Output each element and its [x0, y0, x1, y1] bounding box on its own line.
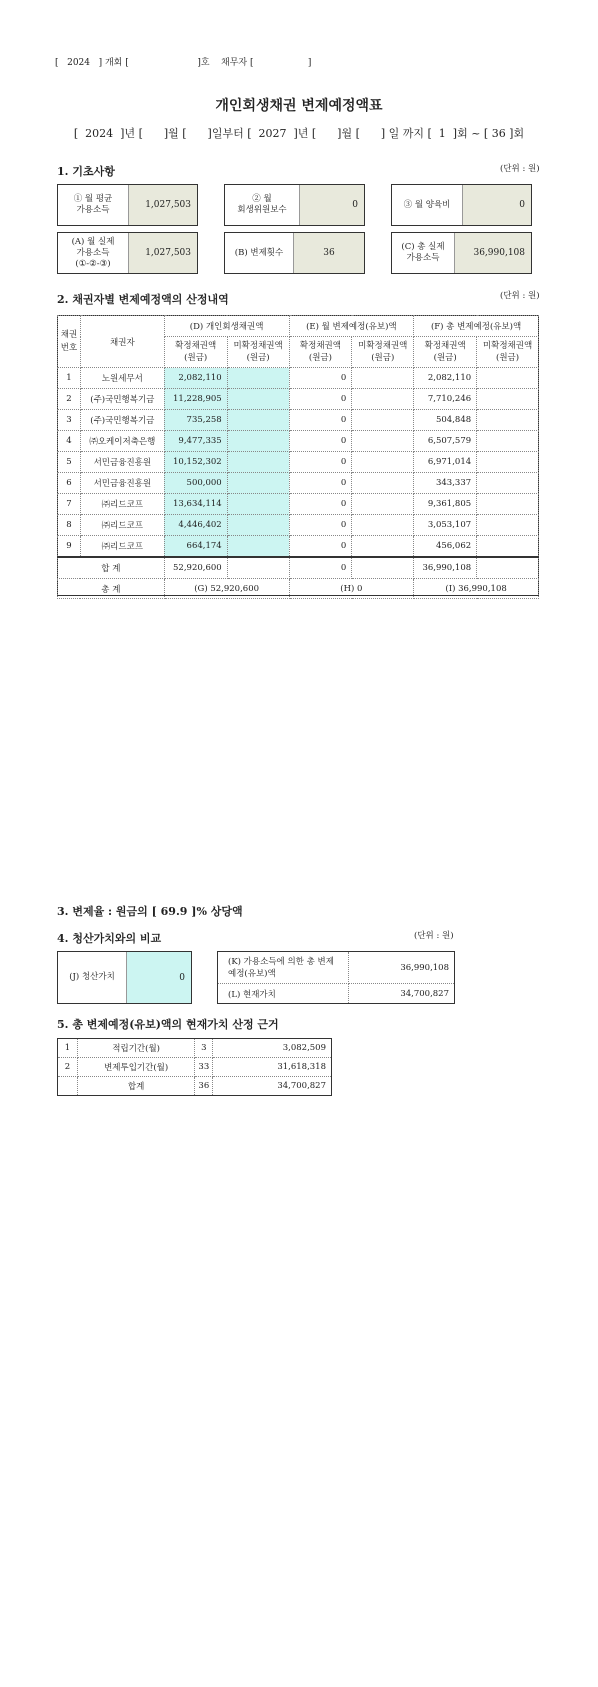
- row-e-unconfirmed: [352, 452, 414, 473]
- section1-heading: 1. 기초사항: [57, 165, 115, 178]
- repayment-count-value: 36: [293, 233, 364, 273]
- section2-heading: 2. 채권자별 변제예정액의 산정내역: [57, 293, 229, 306]
- row-d-confirmed: 11,228,905: [164, 389, 227, 410]
- row-d-confirmed: 4,446,402: [164, 515, 227, 536]
- row-creditor: ㈜리드코프: [80, 515, 164, 536]
- l-label: (L) 현재가치: [218, 984, 349, 1004]
- row-e-confirmed: 0: [289, 473, 352, 494]
- row-creditor: 서민금융진흥원: [80, 452, 164, 473]
- pv-row: [58, 1039, 332, 1058]
- case-header: [ 2024 ] 개회 [ ]호 채무자 [ ]: [55, 58, 312, 68]
- row-f-confirmed: 9,361,805: [414, 494, 477, 515]
- actual-income-value: 1,027,503: [128, 233, 197, 273]
- row-creditor: 서민금융진흥원: [80, 473, 164, 494]
- row-creditor: ㈜리드코프: [80, 494, 164, 515]
- liquidation-value-value: 0: [126, 952, 191, 1003]
- row-no: 6: [58, 473, 81, 494]
- row-f-unconfirmed: [477, 410, 539, 431]
- row-f-confirmed: 6,507,579: [414, 431, 477, 452]
- row-e-confirmed: 0: [289, 452, 352, 473]
- trustee-fee-label: ② 월 회생위원보수: [225, 185, 299, 225]
- header-e-unconfirmed: 미확정채권액 (원금): [352, 337, 414, 368]
- row-no: 1: [58, 368, 81, 389]
- child-support-box: [391, 184, 532, 226]
- row-creditor: ㈜오케이저축은행: [80, 431, 164, 452]
- table-row: [58, 410, 539, 431]
- liquidation-value-box: [57, 951, 192, 1004]
- repayment-count-label: (B) 변제횟수: [225, 233, 293, 273]
- total-g: (G) 52,920,600: [164, 579, 289, 599]
- header-f-confirmed: 확정채권액 (원금): [414, 337, 477, 368]
- row-d-unconfirmed: [227, 368, 289, 389]
- row-no: 4: [58, 431, 81, 452]
- trustee-fee-value: 0: [299, 185, 364, 225]
- row-e-unconfirmed: [352, 515, 414, 536]
- row-f-confirmed: 456,062: [414, 536, 477, 558]
- table-row: [58, 494, 539, 515]
- row-no: 7: [58, 494, 81, 515]
- k-value: 36,990,108: [349, 952, 455, 984]
- pv-row: [58, 1077, 332, 1096]
- row-d-confirmed: 2,082,110: [164, 368, 227, 389]
- table-row: [58, 536, 539, 558]
- row-e-unconfirmed: [352, 431, 414, 452]
- row-creditor: ㈜리드코프: [80, 536, 164, 558]
- header-e-confirmed: 확정채권액 (원금): [289, 337, 352, 368]
- section5-heading: 5. 총 변제예정(유보)액의 현재가치 산정 근거: [57, 1018, 279, 1031]
- total-h: (H) 0: [289, 579, 414, 599]
- monthly-avg-income-box: [57, 184, 198, 226]
- header-d: (D) 개인회생채권액: [164, 316, 289, 337]
- row-d-confirmed: 664,174: [164, 536, 227, 558]
- sum-e1: 0: [289, 557, 352, 579]
- comparison-table: [217, 951, 455, 1004]
- row-f-confirmed: 343,337: [414, 473, 477, 494]
- row-e-confirmed: 0: [289, 368, 352, 389]
- section4-unit: (단위 : 원): [414, 931, 454, 941]
- row-e-confirmed: 0: [289, 410, 352, 431]
- pv-no: 2: [58, 1058, 78, 1077]
- child-support-label: ③ 월 양육비: [392, 185, 462, 225]
- row-e-unconfirmed: [352, 536, 414, 558]
- row-no: 2: [58, 389, 81, 410]
- header-e: (E) 월 변제예정(유보)액: [289, 316, 414, 337]
- pv-months: 33: [195, 1058, 213, 1077]
- table-row: [58, 515, 539, 536]
- pv-months: 36: [195, 1077, 213, 1096]
- pv-row: [58, 1058, 332, 1077]
- pv-value: 31,618,318: [213, 1058, 332, 1077]
- pv-months: 3: [195, 1039, 213, 1058]
- row-e-unconfirmed: [352, 410, 414, 431]
- l-value: 34,700,827: [349, 984, 455, 1004]
- row-f-confirmed: 504,848: [414, 410, 477, 431]
- pv-value: 3,082,509: [213, 1039, 332, 1058]
- row-creditor: (주)국민행복기금: [80, 410, 164, 431]
- repayment-period: [ 2024 ]년 [ ]월 [ ]일부터 [ 2027 ]년 [ ]월 [ ] 일 까지 [ 1 ]회 ~ [ 36 ]회: [73, 127, 525, 140]
- row-e-confirmed: 0: [289, 389, 352, 410]
- document-title: 개인회생채권 변제예정액표: [215, 98, 383, 114]
- table-row: [58, 473, 539, 494]
- row-f-unconfirmed: [477, 431, 539, 452]
- total-i: (I) 36,990,108: [414, 579, 539, 599]
- row-d-unconfirmed: [227, 536, 289, 558]
- table-row: [58, 431, 539, 452]
- row-no: 5: [58, 452, 81, 473]
- row-d-unconfirmed: [227, 410, 289, 431]
- trustee-fee-box: [224, 184, 365, 226]
- row-e-unconfirmed: [352, 473, 414, 494]
- row-f-confirmed: 6,971,014: [414, 452, 477, 473]
- pv-no: [58, 1077, 78, 1096]
- pv-label: 적립기간(월): [77, 1039, 194, 1058]
- row-creditor: 노원세무서: [80, 368, 164, 389]
- row-d-unconfirmed: [227, 494, 289, 515]
- sum-d2: [227, 557, 289, 579]
- row-no: 3: [58, 410, 81, 431]
- present-value-table: [57, 1038, 332, 1096]
- row-creditor: (주)국민행복기금: [80, 389, 164, 410]
- row-e-unconfirmed: [352, 368, 414, 389]
- row-e-confirmed: 0: [289, 536, 352, 558]
- total-income-value: 36,990,108: [454, 233, 531, 273]
- row-d-unconfirmed: [227, 431, 289, 452]
- sum-f2: [477, 557, 539, 579]
- row-d-confirmed: 13,634,114: [164, 494, 227, 515]
- row-f-unconfirmed: [477, 368, 539, 389]
- repayment-count-box: [224, 232, 365, 274]
- row-f-unconfirmed: [477, 515, 539, 536]
- row-d-unconfirmed: [227, 389, 289, 410]
- total-income-label: (C) 총 실제 가용소득: [392, 233, 454, 273]
- row-e-confirmed: 0: [289, 431, 352, 452]
- section2-unit: (단위 : 원): [500, 291, 540, 301]
- header-d-unconfirmed: 미확정채권액 (원금): [227, 337, 289, 368]
- creditor-table: [57, 315, 539, 599]
- monthly-avg-income-label: ① 월 평균 가용소득: [58, 185, 128, 225]
- table-row: [58, 389, 539, 410]
- row-f-unconfirmed: [477, 473, 539, 494]
- row-f-unconfirmed: [477, 452, 539, 473]
- header-f-unconfirmed: 미확정채권액 (원금): [477, 337, 539, 368]
- row-f-unconfirmed: [477, 536, 539, 558]
- sum-e2: [352, 557, 414, 579]
- row-f-unconfirmed: [477, 494, 539, 515]
- table-row: [58, 368, 539, 389]
- child-support-value: 0: [462, 185, 531, 225]
- row-e-confirmed: 0: [289, 494, 352, 515]
- row-d-confirmed: 735,258: [164, 410, 227, 431]
- total-income-box: [391, 232, 532, 274]
- header-no: 채권 번호: [58, 316, 81, 368]
- k-label: (K) 가용소득에 의한 총 변제 예정(유보)액: [218, 952, 349, 984]
- row-no: 8: [58, 515, 81, 536]
- row-f-confirmed: 7,710,246: [414, 389, 477, 410]
- table-row: [58, 452, 539, 473]
- row-d-unconfirmed: [227, 452, 289, 473]
- header-creditor: 채권자: [80, 316, 164, 368]
- row-e-unconfirmed: [352, 494, 414, 515]
- row-f-confirmed: 3,053,107: [414, 515, 477, 536]
- row-f-unconfirmed: [477, 389, 539, 410]
- actual-income-box: [57, 232, 198, 274]
- sum-f1: 36,990,108: [414, 557, 477, 579]
- row-d-unconfirmed: [227, 473, 289, 494]
- section3-heading: 3. 변제율 : 원금의 [ 69.9 ]% 상당액: [57, 905, 243, 918]
- monthly-avg-income-value: 1,027,503: [128, 185, 197, 225]
- header-d-confirmed: 확정채권액 (원금): [164, 337, 227, 368]
- row-d-confirmed: 10,152,302: [164, 452, 227, 473]
- sum-label: 합 계: [58, 557, 165, 579]
- section4-heading: 4. 청산가치와의 비교: [57, 932, 162, 945]
- row-e-confirmed: 0: [289, 515, 352, 536]
- liquidation-value-label: (J) 청산가치: [58, 952, 126, 1003]
- row-d-unconfirmed: [227, 515, 289, 536]
- pv-no: 1: [58, 1039, 78, 1058]
- row-d-confirmed: 500,000: [164, 473, 227, 494]
- pv-label: 변제투입기간(월): [77, 1058, 194, 1077]
- row-no: 9: [58, 536, 81, 558]
- sum-d1: 52,920,600: [164, 557, 227, 579]
- pv-label: 합계: [77, 1077, 194, 1096]
- row-e-unconfirmed: [352, 389, 414, 410]
- pv-value: 34,700,827: [213, 1077, 332, 1096]
- actual-income-label: (A) 월 실제 가용소득 (①-②-③): [58, 233, 128, 273]
- section1-unit: (단위 : 원): [500, 164, 540, 174]
- header-f: (F) 총 변제예정(유보)액: [414, 316, 539, 337]
- row-f-confirmed: 2,082,110: [414, 368, 477, 389]
- row-d-confirmed: 9,477,335: [164, 431, 227, 452]
- total-label: 총 계: [58, 579, 165, 599]
